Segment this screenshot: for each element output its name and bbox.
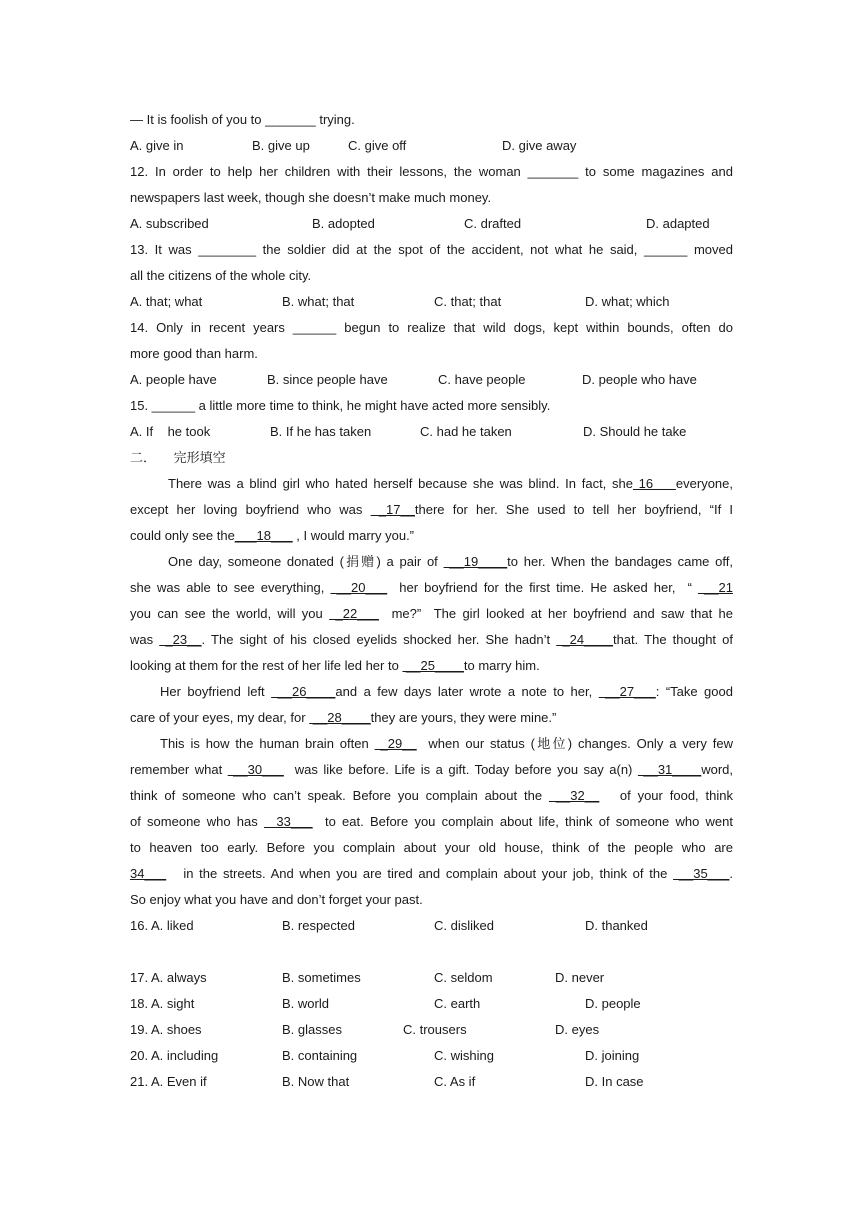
passage-p2-line-5 [130, 653, 733, 679]
passage-text: of your food, think [599, 788, 733, 803]
option-18-d: D. people [585, 996, 641, 1011]
question-14-line-2: more good than harm. [130, 346, 258, 361]
question-13-options [130, 289, 733, 315]
cloze-option-row-16 [130, 913, 733, 939]
option-19-c: C. trousers [403, 1022, 467, 1037]
passage-text: to eat. Before you complain about life, think of someone who went [312, 814, 733, 829]
blank-20: __20___ [330, 580, 388, 595]
q11-option-d: D. give away [502, 138, 577, 153]
passage-text: in the streets. And when you are tired and complain about your job, think of the [166, 866, 674, 881]
passage-text: and a few days later wrote a note to her, [335, 684, 599, 699]
passage-p2-line-4 [130, 627, 733, 653]
passage-text: except her loving boyfriend who was [130, 502, 371, 517]
passage-text: think of someone who can’t speak. Before you complain about the [130, 788, 549, 803]
cloze-option-row-18 [130, 991, 733, 1017]
passage-text: that. The thought of [612, 632, 733, 647]
option-20-d: D. joining [585, 1048, 640, 1063]
passage-text: everyone, [675, 476, 733, 491]
passage-p4-line-2 [130, 757, 733, 783]
option-19-b: B. glasses [282, 1022, 342, 1037]
q14-option-c: C. have people [438, 372, 526, 387]
option-16-b: B. respected [282, 918, 355, 933]
option-16-d: D. thanked [585, 918, 648, 933]
blank-21: __21 [697, 580, 733, 595]
passage-text: me?” The girl looked at her boyfriend and saw that he [378, 606, 733, 621]
option-18-b: B. world [282, 996, 329, 1011]
option-17-b: B. sometimes [282, 970, 361, 985]
option-16-c: C. disliked [434, 918, 494, 933]
option-19-d: D. eyes [555, 1022, 600, 1037]
q13-option-c: C. that; that [434, 294, 502, 309]
passage-text: remember what [130, 762, 228, 777]
chinese-gloss: 捐赠 [344, 555, 377, 570]
blank-28: __28____ [309, 710, 371, 725]
option-21-b: B. Now that [282, 1074, 350, 1089]
question-12-options [130, 211, 733, 237]
blank-33: 33___ [263, 814, 313, 829]
question-12-line-1: 12. In order to help her children with their lessons, the woman _______ to some magazines and [130, 164, 733, 179]
passage-p3-line-2 [130, 705, 733, 731]
passage-text: could only see the [130, 528, 235, 543]
question-11-stem: — It is foolish of you to _______ trying. [130, 112, 355, 127]
question-14-options [130, 367, 733, 393]
question-14-line-1: 14. Only in recent years ______ begun to realize that wild dogs, kept within bounds, often do [130, 320, 733, 335]
section-title: 完形填空 [173, 451, 226, 466]
option-20-a: 20. A. including [130, 1048, 219, 1063]
q13-option-d: D. what; which [585, 294, 670, 309]
passage-p4-line-4 [130, 809, 733, 835]
question-13-line-1: 13. It was ________ the soldier did at the spot of the accident, not what he said, ______ moved [130, 242, 733, 257]
passage-p4-line-7: So enjoy what you have and don’t forget your past. [130, 892, 423, 907]
passage-text: she was able to see everything, [130, 580, 331, 595]
q15-option-d: D. Should he take [583, 424, 687, 439]
question-12-line-2: newspapers last week, though she doesn’t make much money. [130, 190, 492, 205]
q15-option-b: B. If he has taken [270, 424, 372, 439]
passage-p3-line-1 [130, 679, 733, 705]
option-20-c: C. wishing [434, 1048, 494, 1063]
option-20-b: B. containing [282, 1048, 358, 1063]
passage-text: This is how the human brain often [160, 736, 375, 751]
blank-35: __35___ [673, 866, 730, 881]
passage-text: ) a pair of [376, 554, 444, 569]
blank-29: _29__ [374, 736, 417, 751]
q13-option-b: B. what; that [282, 294, 355, 309]
cloze-option-row-20 [130, 1043, 733, 1069]
passage-text: : “Take good [655, 684, 733, 699]
option-17-c: C. seldom [434, 970, 493, 985]
q13-option-a: A. that; what [130, 294, 203, 309]
blank-24: _24____ [556, 632, 613, 647]
passage-p4-line-6 [130, 861, 733, 887]
question-13-line-2: all the citizens of the whole city. [130, 268, 312, 283]
section-2-heading [130, 445, 733, 471]
passage-text: was [130, 632, 160, 647]
blank-17: _17__ [370, 502, 415, 517]
q14-option-d: D. people who have [582, 372, 697, 387]
q11-option-a: A. give in [130, 138, 184, 153]
passage-p2-line-3 [130, 601, 733, 627]
passage-text: One day, someone donated ( [168, 554, 345, 569]
blank-16: 16 [632, 476, 676, 491]
exam-page [130, 107, 733, 1095]
passage-text: when our status ( [416, 736, 535, 751]
passage-text: of someone who has [130, 814, 264, 829]
q15-option-c: C. had he taken [420, 424, 512, 439]
passage-text: looking at them for the rest of her life led her to [130, 658, 403, 673]
q15-option-a: A. If he took [130, 424, 211, 439]
passage-text: you can see the world, will you [130, 606, 330, 621]
passage-p4-line-3 [130, 783, 733, 809]
blank-31: __31____ [637, 762, 702, 777]
passage-text: word, [701, 762, 733, 777]
passage-p4-line-1 [130, 731, 733, 757]
blank-18: ___18___ [234, 528, 293, 543]
cloze-option-row-17 [130, 965, 733, 991]
blank-23: _23__ [159, 632, 202, 647]
blank-26: __26____ [271, 684, 336, 699]
passage-text: care of your eyes, my dear, for [130, 710, 310, 725]
passage-text: ) changes. Only a very few [567, 736, 733, 751]
question-15-options [130, 419, 733, 445]
passage-text: was like before. Life is a gift. Today before you say a(n) [283, 762, 638, 777]
passage-p1-line-1 [130, 471, 733, 497]
question-11-options [130, 133, 733, 159]
q12-option-d: D. adapted [646, 216, 710, 231]
q11-option-b: B. give up [252, 138, 310, 153]
passage-text: they are yours, they were mine.” [370, 710, 557, 725]
passage-text: Her boyfriend left [160, 684, 272, 699]
option-19-a: 19. A. shoes [130, 1022, 202, 1037]
passage-p1-line-3 [130, 523, 733, 549]
q11-option-c: C. give off [348, 138, 407, 153]
option-18-c: C. earth [434, 996, 481, 1011]
option-21-c: C. As if [434, 1074, 476, 1089]
passage-text: , I would marry you.” [292, 528, 415, 543]
q12-option-a: A. subscribed [130, 216, 209, 231]
section-number: 二． [130, 451, 157, 466]
q12-option-c: C. drafted [464, 216, 522, 231]
blank-19: __19____ [443, 554, 508, 569]
blank-34: 34___ [130, 866, 167, 881]
blank-25: __25____ [402, 658, 464, 673]
chinese-gloss: 地位 [534, 737, 568, 752]
option-17-d: D. never [555, 970, 605, 985]
blank-27: __27___ [598, 684, 656, 699]
passage-p4-line-5: to heaven too early. Before you complain about your old house, think of the people who are [130, 840, 733, 855]
option-21-a: 21. A. Even if [130, 1074, 207, 1089]
q14-option-b: B. since people have [267, 372, 388, 387]
passage-p2-line-2 [130, 575, 733, 601]
passage-text: . [729, 866, 733, 881]
blank-22: _22___ [329, 606, 379, 621]
cloze-option-row-21 [130, 1069, 733, 1095]
passage-text: There was a blind girl who hated herself because she was blind. In fact, she [168, 476, 633, 491]
passage-p2-line-1 [130, 549, 733, 575]
passage-text: to marry him. [463, 658, 540, 673]
q14-option-a: A. people have [130, 372, 217, 387]
cloze-option-row-19 [130, 1017, 733, 1043]
option-21-d: D. In case [585, 1074, 644, 1089]
passage-text: her boyfriend for the first time. He asked her, “ [387, 580, 698, 595]
option-17-a: 17. A. always [130, 970, 207, 985]
spacer [130, 939, 733, 965]
option-16-a: 16. A. liked [130, 918, 194, 933]
passage-text: to her. When the bandages came off, [507, 554, 733, 569]
q12-option-b: B. adopted [312, 216, 375, 231]
passage-text: there for her. She used to tell her boyfriend, “If I [414, 502, 733, 517]
question-15-stem: 15. ______ a little more time to think, he might have acted more sensibly. [130, 398, 551, 413]
blank-30: __30___ [227, 762, 284, 777]
passage-p1-line-2 [130, 497, 733, 523]
blank-32: __32__ [548, 788, 600, 803]
passage-text: . The sight of his closed eyelids shocked her. She hadn’t [201, 632, 557, 647]
option-18-a: 18. A. sight [130, 996, 195, 1011]
